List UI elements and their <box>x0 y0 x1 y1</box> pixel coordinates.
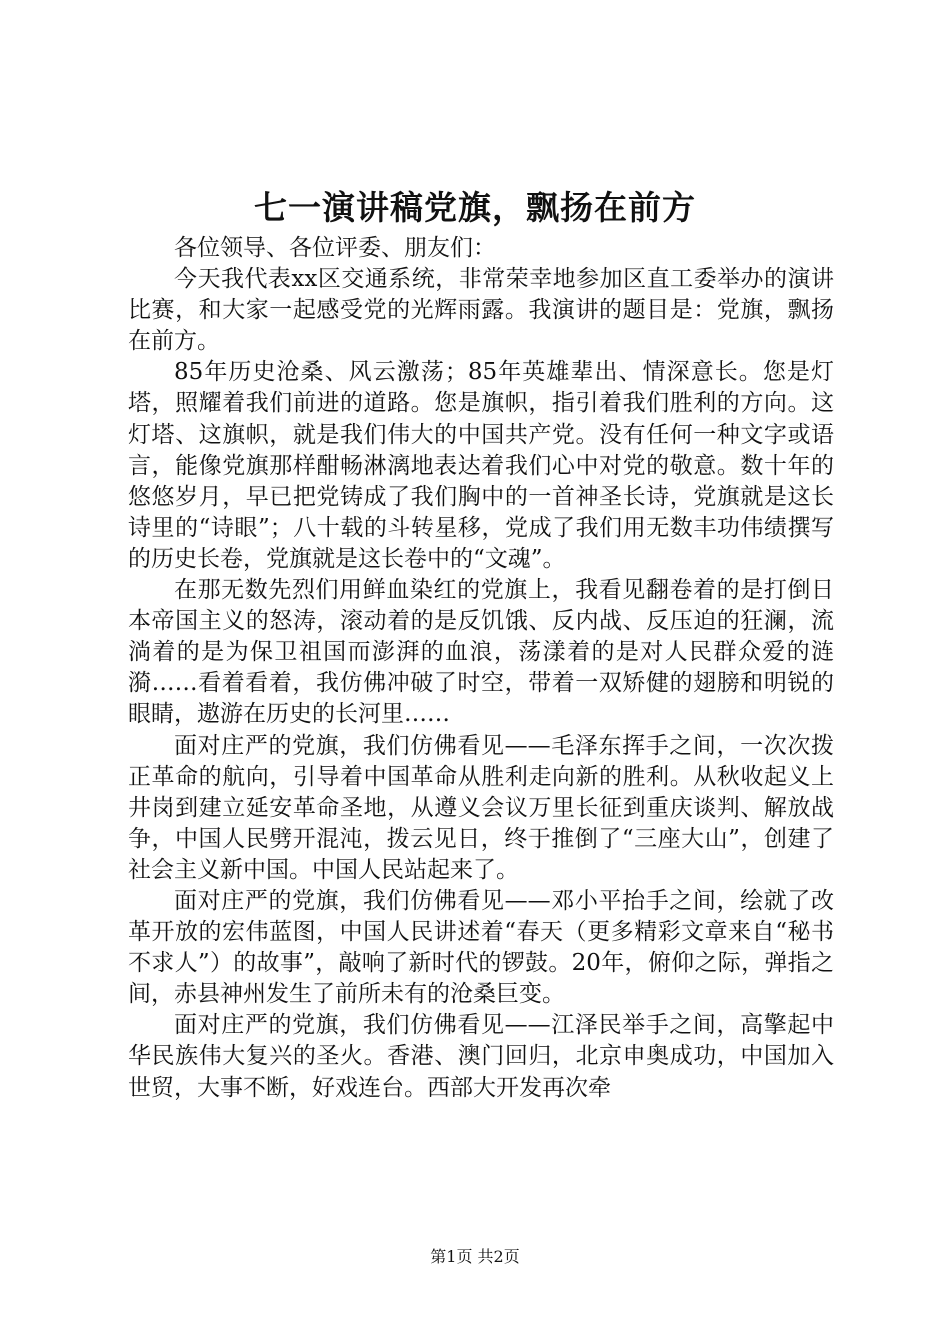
document-body <box>128 233 834 1104</box>
paragraph-mao-zedong: 面对庄严的党旗，我们仿佛看见——毛泽东挥手之间，一次次拨正革命的航向，引导着中国革命从胜利走向新的胜利。从秋收起义上井岗到建立延安革命圣地，从遵义会议万里长征到重庆谈判、解放战争，中国人民劈开混沌，拨云见日，终于推倒了“三座大山”，创建了社会主义新中国。中国人民站起来了。 <box>128 732 834 883</box>
paragraph-salutation: 各位领导、各位评委、朋友们： <box>174 235 496 261</box>
paragraph-jiang-zemin: 面对庄严的党旗，我们仿佛看见——江泽民举手之间，高擎起中华民族伟大复兴的圣火。香港、澳门回归，北京申奥成功，中国加入世贸，大事不断，好戏连台。西部大开发再次牵 <box>128 1012 834 1101</box>
paragraph-introduction: 今天我代表xx区交通系统，非常荣幸地参加区直工委举办的演讲比赛，和大家一起感受党的光辉雨露。我演讲的题目是：党旗，飘扬在前方。 <box>128 266 834 355</box>
document-title: 七一演讲稿党旗，飘扬在前方 <box>254 188 696 227</box>
page-number-footer: 第1页 共2页 <box>430 1247 520 1266</box>
paragraph-deng-xiaoping: 面对庄严的党旗，我们仿佛看见——邓小平抬手之间，绘就了改革开放的宏伟蓝图，中国人民讲述着“春天（更多精彩文章来自“秘书不求人”）的故事”，敲响了新时代的锣鼓。20年，俯仰之际，弹指之间，赤县神州发生了前所未有的沧桑巨变。 <box>128 887 834 1008</box>
paragraph-history: 85年历史沧桑、风云激荡；85年英雄辈出、情深意长。您是灯塔，照耀着我们前进的道路。您是旗帜，指引着我们胜利的方向。这灯塔、这旗帜，就是我们伟大的中国共产党。没有任何一种文字或语言，能像党旗那样酣畅淋漓地表达着我们心中对党的敬意。数十年的悠悠岁月，早已把党铸成了我们胸中的一首神圣长诗，党旗就是这长诗里的“诗眼”；八十载的斗转星移，党成了我们用无数丰功伟绩撰写的历史长卷，党旗就是这长卷中的“文魂”。 <box>128 359 834 572</box>
paragraph-martyrs: 在那无数先烈们用鲜血染红的党旗上，我看见翻卷着的是打倒日本帝国主义的怒涛，滚动着的是反饥饿、反内战、反压迫的狂澜，流淌着的是为保卫祖国而澎湃的血浪，荡漾着的是对人民群众爱的涟漪……看着看着，我仿佛冲破了时空，带着一双矫健的翅膀和明锐的眼睛，遨游在历史的长河里…… <box>128 577 834 728</box>
